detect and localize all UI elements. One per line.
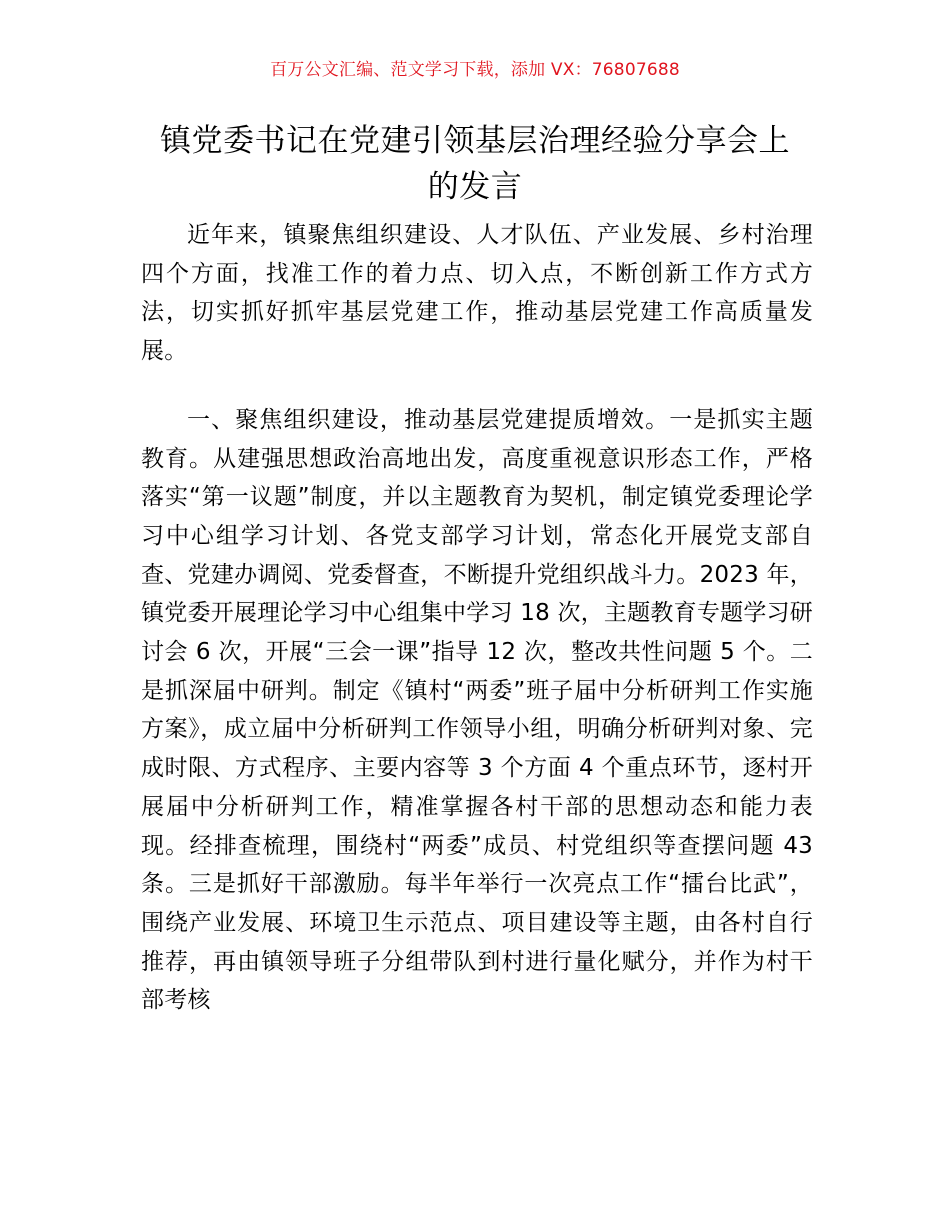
document-title-line-2: 的发言 (427, 169, 523, 205)
paragraph-section-one: 一、聚焦组织建设，推动基层党建提质增效。一是抓实主题教育。从建强思想政治高地出发，高度重视意识形态工作，严格落实“第一议题”制度，并以主题教育为契机，制定镇党委理论学习中心组学习计划、各党支部学习计划，常态化开展党支部自查、党建办调阅、党委督查，不断提升党组织战斗力。2023 年，镇党委开展理论学习中心组集中学习 18 次，主题教育专题学习研讨会 6 次，开展“三会一课”指导 12 次，整改共性问题 5 个。二是抓深届中研判。制定《镇村“两委”班子届中分析研判工作实施方案》，成立届中分析研判工作领导小组，明确分析研判对象、完成时限、方式程序、主要内容等 3 个方面 4 个重点环节，逐村开展届中分析研判工作，精准掌握各村干部的思想动态和能力表现。经排查梳理，围绕村“两委”成员、村党组织等查摆问题 43 条。三是抓好干部激励。每半年举行一次亮点工作“擂台比武”，围绕产业发展、环境卫生示范点、项目建设等主题，由各村自行推荐，再由镇领导班子分组带队到村进行量化赋分，并作为村干部考核 (141, 406, 813, 1014)
paragraph-intro: 近年来，镇聚焦组织建设、人才队伍、产业发展、乡村治理四个方面，找准工作的着力点、切入点，不断创新工作方式方法，切实抓好抓牢基层党建工作，推动基层党建工作高质量发展。 (141, 222, 813, 365)
document-body (141, 216, 813, 1020)
document-title (130, 118, 820, 210)
document-title-line-1: 镇党委书记在党建引领基层治理经验分享会上 (160, 123, 790, 159)
paragraph-spacer (141, 371, 813, 401)
header-banner: 百万公文汇编、范文学习下载，添加 VX：76807688 (270, 60, 680, 80)
